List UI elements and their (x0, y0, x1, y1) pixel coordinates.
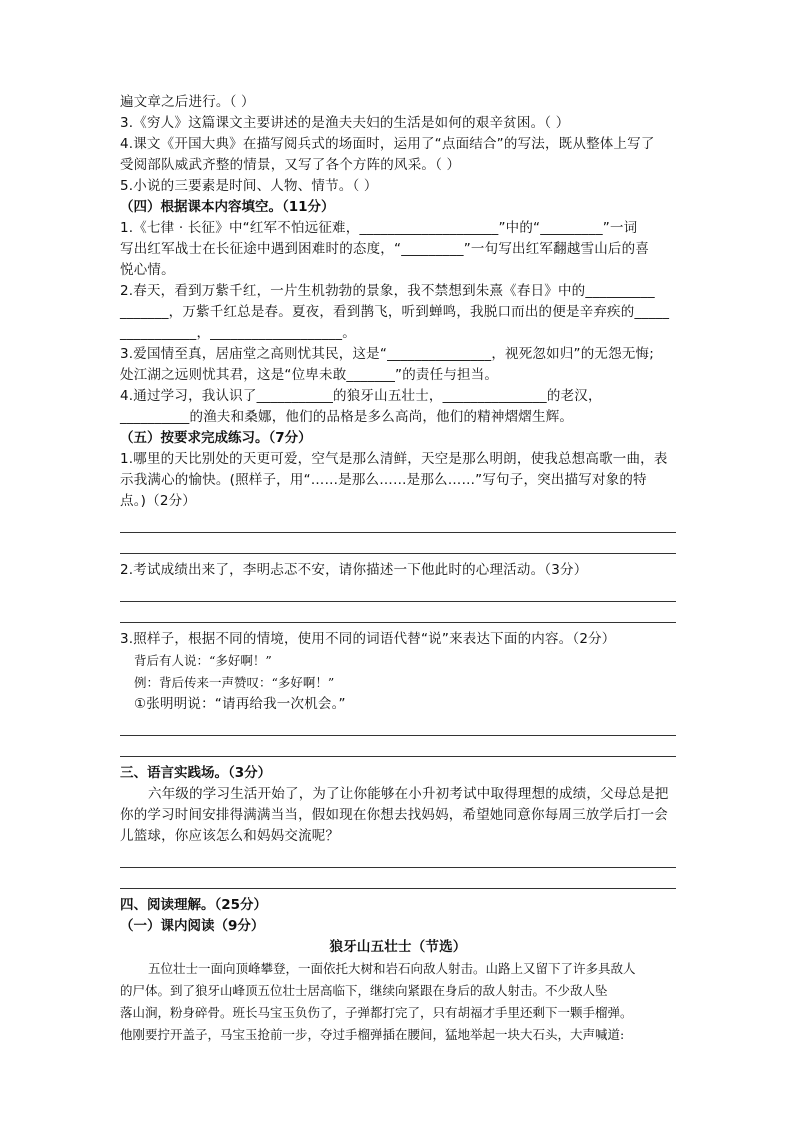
judge-question-4-line-1: 4.课文《开国大典》在描写阅兵式的场面时，运用了“点面结合”的写法，既从整体上写了 (120, 136, 655, 152)
fill-q3-line-1: 3.爱国情至真，居庙堂之高则忧其民，这是“_______________，视死忽如归”的无怨无悔; (120, 346, 654, 362)
practice-q1-line-1: 1.哪里的天比别处的天更可爱，空气是那么清鲜，天空是那么明朗，使我总想高歌一曲，表 (120, 451, 668, 467)
fill-q4-line-2: __________的渔夫和桑娜，他们的品格是多么高尚，他们的精神熠熠生辉。 (120, 409, 574, 425)
worksheet-page (120, 92, 676, 1046)
answer-line[interactable] (120, 736, 676, 757)
judge-question-3: 3.《穷人》这篇课文主要讲述的是渔夫夫妇的生活是如何的艰辛贫困。（ ） (120, 115, 570, 131)
practice-q1-line-2: 示我满心的愉快。(照样子，用“……是那么……是那么……”写句子，突出描写对象的特 (120, 472, 647, 488)
fill-q3-line-2: 处江湖之远则忧其君，这是“位卑未敢_______”的责任与担当。 (120, 367, 499, 383)
judge-line-1: 遍文章之后进行。（ ） (120, 94, 255, 110)
practice-q3: 3.照样子，根据不同的情境，使用不同的词语代替“说”来表达下面的内容。（2分） (120, 631, 616, 647)
answer-line[interactable] (120, 715, 676, 736)
reading-section-title: 四、阅读理解。（25分） (120, 897, 268, 913)
practice-section-title: （五）按要求完成练习。（7分） (120, 430, 312, 446)
fill-q4-line-1: 4.通过学习，我认识了___________的狼牙山五壮士，_______________的老汉， (120, 388, 602, 404)
judge-question-5: 5.小说的三要素是时间、人物、情节。（ ） (120, 178, 378, 194)
fill-q1-line-3: 悦心情。 (120, 262, 175, 278)
practice-example-1: 背后有人说：“多好啊！” (134, 653, 272, 668)
fill-q2-line-3: ___________，___________________。 (120, 325, 356, 341)
reading-subsection-title: （一）课内阅读（9分） (120, 918, 265, 934)
language-paragraph-line-3: 儿篮球，你应该怎么和妈妈交流呢？ (120, 828, 340, 844)
fill-q1-line-1: 1.《七律 · 长征》中“红军不怕远征难，____________________”中的“_________”一词 (120, 220, 638, 236)
answer-line[interactable] (120, 602, 676, 623)
practice-q2: 2.考试成绩出来了，李明忐忑不安，请你描述一下他此时的心理活动。（3分） (120, 562, 588, 578)
practice-example-2: 例：背后传来一声赞叹：“多好啊！” (134, 675, 335, 690)
fill-q2-line-2: _______，万紫千红总是春。夏夜，看到鹊飞，听到蝉鸣，我脱口而出的便是辛弃疾的_____ (120, 304, 670, 320)
language-paragraph-line-2: 你的学习时间安排得满满当当，假如现在你想去找妈妈，希望她同意你每周三放学后打一会 (120, 807, 668, 823)
answer-line[interactable] (120, 847, 676, 868)
practice-item-1: ①张明明说：“请再给我一次机会。” (134, 696, 346, 712)
fill-q2-line-1: 2.春天，看到万紫千红，一片生机勃勃的景象，我不禁想到朱熹《春日》中的__________ (120, 283, 655, 299)
language-section-title: 三、语言实践场。（3分） (120, 765, 272, 781)
practice-q1-line-3: 点。)（2分） (120, 493, 197, 509)
passage-line-3: 落山涧，粉身碎骨。班长马宝玉负伤了，子弹都打完了，只有胡福才手里还剩下一颗手榴弹。 (120, 1005, 633, 1020)
answer-line[interactable] (120, 512, 676, 533)
passage-line-4: 他刚要拧开盖子，马宝玉抢前一步，夺过手榴弹插在腰间，猛地举起一块大石头，大声喊道: (120, 1027, 625, 1042)
passage-line-1: 五位壮士一面向顶峰攀登，一面依托大树和岩石向敌人射击。山路上又留下了许多具敌人 (148, 961, 636, 976)
answer-line[interactable] (120, 581, 676, 602)
fill-section-title: （四）根据课本内容填空。（11分） (120, 199, 335, 215)
fill-q1-line-2: 写出红军战士在长征途中遇到困难时的态度，“_________”一句写出红军翻越雪山后的喜 (120, 241, 650, 257)
language-paragraph-line-1: 六年级的学习生活开始了，为了让你能够在小升初考试中取得理想的成绩，父母总是把 (148, 786, 669, 802)
passage-title: 狼牙山五壮士（节选） (329, 939, 467, 955)
answer-line[interactable] (120, 868, 676, 889)
answer-line[interactable] (120, 533, 676, 554)
judge-question-4-line-2: 受阅部队威武齐整的情景，又写了各个方阵的风采。（ ） (120, 157, 461, 173)
passage-line-2: 的尸体。到了狼牙山峰顶五位壮士居高临下，继续向紧跟在身后的敌人射击。不少敌人坠 (120, 983, 608, 998)
